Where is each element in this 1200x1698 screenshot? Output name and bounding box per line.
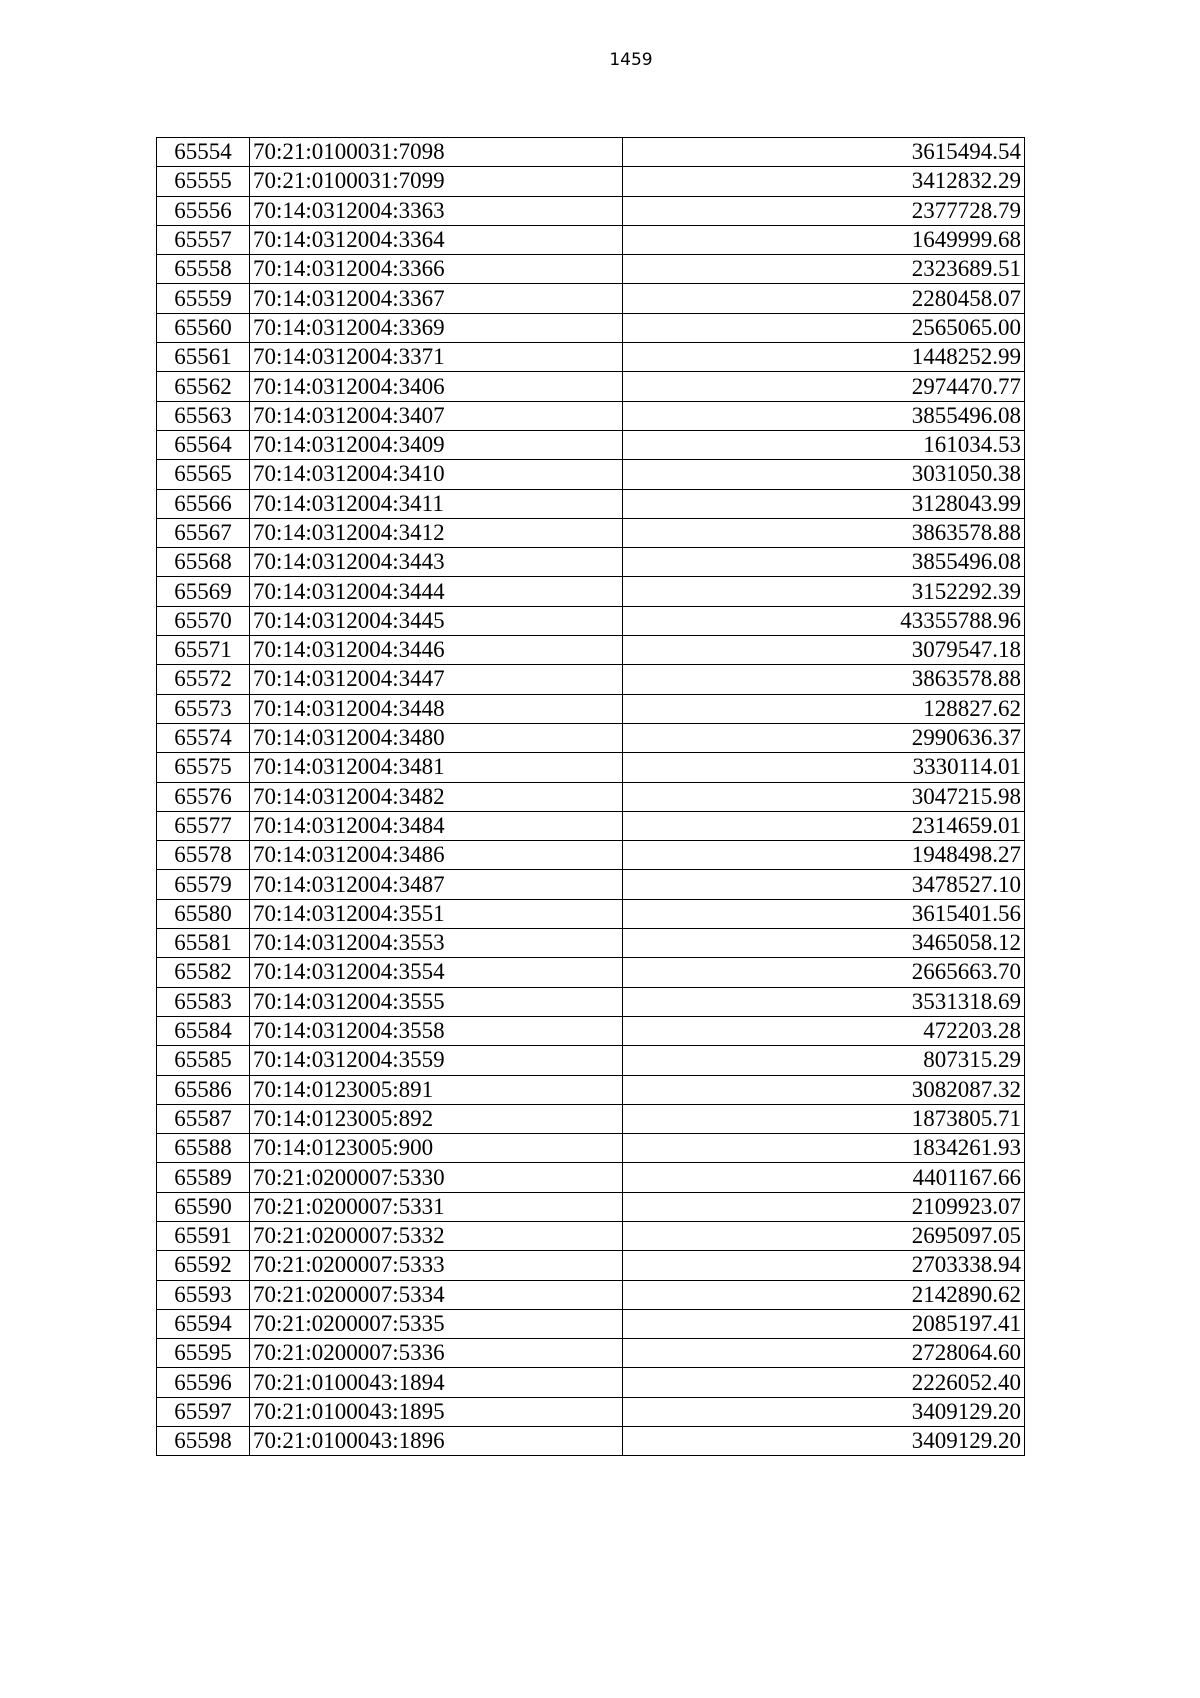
- cadastral-number-cell: 70:14:0312004:3481: [250, 753, 623, 782]
- cadastral-number-cell: 70:21:0100043:1896: [250, 1427, 623, 1456]
- value-cell: 2085197.41: [623, 1309, 1025, 1338]
- cadastral-number-cell: 70:14:0312004:3364: [250, 225, 623, 254]
- cadastral-number-cell: 70:14:0312004:3448: [250, 694, 623, 723]
- table-row: [157, 196, 1025, 225]
- row-number-cell: 65574: [157, 723, 250, 752]
- value-cell: 3079547.18: [623, 636, 1025, 665]
- table-row: [157, 958, 1025, 987]
- table-row: [157, 870, 1025, 899]
- table-row: [157, 1427, 1025, 1456]
- table-row: [157, 899, 1025, 928]
- cadastral-number-cell: 70:21:0100043:1895: [250, 1397, 623, 1426]
- value-cell: 2990636.37: [623, 723, 1025, 752]
- cadastral-number-cell: 70:21:0100031:7098: [250, 138, 623, 167]
- value-cell: 3330114.01: [623, 753, 1025, 782]
- table-row: [157, 489, 1025, 518]
- row-number-cell: 65577: [157, 811, 250, 840]
- table-row: [157, 577, 1025, 606]
- table-row: [157, 1280, 1025, 1309]
- cadastral-number-cell: 70:14:0312004:3445: [250, 606, 623, 635]
- row-number-cell: 65566: [157, 489, 250, 518]
- value-cell: 1448252.99: [623, 343, 1025, 372]
- row-number-cell: 65583: [157, 987, 250, 1016]
- value-cell: 3615494.54: [623, 138, 1025, 167]
- table-row: [157, 841, 1025, 870]
- value-cell: 2314659.01: [623, 811, 1025, 840]
- table-row: [157, 138, 1025, 167]
- table-row: [157, 1339, 1025, 1368]
- table-row: [157, 782, 1025, 811]
- cadastral-number-cell: 70:14:0312004:3363: [250, 196, 623, 225]
- row-number-cell: 65556: [157, 196, 250, 225]
- row-number-cell: 65562: [157, 372, 250, 401]
- value-cell: 3412832.29: [623, 167, 1025, 196]
- table-row: [157, 372, 1025, 401]
- value-cell: 2565065.00: [623, 313, 1025, 342]
- value-cell: 3152292.39: [623, 577, 1025, 606]
- value-cell: 3409129.20: [623, 1427, 1025, 1456]
- value-cell: 43355788.96: [623, 606, 1025, 635]
- row-number-cell: 65587: [157, 1104, 250, 1133]
- table-row: [157, 1368, 1025, 1397]
- cadastral-number-cell: 70:14:0123005:891: [250, 1075, 623, 1104]
- value-cell: 3863578.88: [623, 518, 1025, 547]
- value-cell: 1834261.93: [623, 1134, 1025, 1163]
- cadastral-number-cell: 70:21:0200007:5333: [250, 1251, 623, 1280]
- row-number-cell: 65582: [157, 958, 250, 987]
- table-row: [157, 753, 1025, 782]
- row-number-cell: 65580: [157, 899, 250, 928]
- cadastral-number-cell: 70:21:0200007:5336: [250, 1339, 623, 1368]
- table-row: [157, 401, 1025, 430]
- value-cell: 3531318.69: [623, 987, 1025, 1016]
- cadastral-number-cell: 70:14:0312004:3447: [250, 665, 623, 694]
- cadastral-number-cell: 70:14:0312004:3482: [250, 782, 623, 811]
- table-row: [157, 225, 1025, 254]
- value-cell: 2226052.40: [623, 1368, 1025, 1397]
- table-row: [157, 811, 1025, 840]
- row-number-cell: 65598: [157, 1427, 250, 1456]
- value-cell: 2280458.07: [623, 284, 1025, 313]
- value-cell: 161034.53: [623, 430, 1025, 459]
- table-row: [157, 929, 1025, 958]
- value-cell: 3855496.08: [623, 548, 1025, 577]
- cadastral-number-cell: 70:14:0312004:3369: [250, 313, 623, 342]
- cadastral-number-cell: 70:14:0312004:3367: [250, 284, 623, 313]
- cadastral-number-cell: 70:21:0200007:5334: [250, 1280, 623, 1309]
- value-cell: 807315.29: [623, 1046, 1025, 1075]
- table-row: [157, 343, 1025, 372]
- table-row: [157, 987, 1025, 1016]
- row-number-cell: 65560: [157, 313, 250, 342]
- cadastral-number-cell: 70:14:0312004:3443: [250, 548, 623, 577]
- value-cell: 2377728.79: [623, 196, 1025, 225]
- cadastral-number-cell: 70:14:0123005:892: [250, 1104, 623, 1133]
- cadastral-number-cell: 70:14:0312004:3480: [250, 723, 623, 752]
- table-row: [157, 636, 1025, 665]
- value-cell: 1948498.27: [623, 841, 1025, 870]
- cadastral-number-cell: 70:14:0123005:900: [250, 1134, 623, 1163]
- cadastral-number-cell: 70:21:0100043:1894: [250, 1368, 623, 1397]
- table-row: [157, 1309, 1025, 1338]
- table-row: [157, 460, 1025, 489]
- row-number-cell: 65575: [157, 753, 250, 782]
- cadastral-number-cell: 70:14:0312004:3411: [250, 489, 623, 518]
- cadastral-number-cell: 70:14:0312004:3371: [250, 343, 623, 372]
- value-cell: 3082087.32: [623, 1075, 1025, 1104]
- value-cell: 2974470.77: [623, 372, 1025, 401]
- cadastral-number-cell: 70:14:0312004:3554: [250, 958, 623, 987]
- table-row: [157, 1016, 1025, 1045]
- table-row: [157, 1134, 1025, 1163]
- value-cell: 3465058.12: [623, 929, 1025, 958]
- table-row: [157, 430, 1025, 459]
- cadastral-number-cell: 70:21:0200007:5332: [250, 1221, 623, 1250]
- value-cell: 3863578.88: [623, 665, 1025, 694]
- table-row: [157, 606, 1025, 635]
- row-number-cell: 65568: [157, 548, 250, 577]
- table-row: [157, 1163, 1025, 1192]
- row-number-cell: 65596: [157, 1368, 250, 1397]
- value-cell: 3047215.98: [623, 782, 1025, 811]
- table-row: [157, 313, 1025, 342]
- row-number-cell: 65567: [157, 518, 250, 547]
- row-number-cell: 65585: [157, 1046, 250, 1075]
- value-cell: 2142890.62: [623, 1280, 1025, 1309]
- value-cell: 4401167.66: [623, 1163, 1025, 1192]
- row-number-cell: 65590: [157, 1192, 250, 1221]
- value-cell: 2695097.05: [623, 1221, 1025, 1250]
- table-row: [157, 1221, 1025, 1250]
- row-number-cell: 65561: [157, 343, 250, 372]
- row-number-cell: 65555: [157, 167, 250, 196]
- row-number-cell: 65578: [157, 841, 250, 870]
- row-number-cell: 65563: [157, 401, 250, 430]
- cadastral-number-cell: 70:14:0312004:3444: [250, 577, 623, 606]
- cadastral-number-cell: 70:14:0312004:3553: [250, 929, 623, 958]
- table-row: [157, 665, 1025, 694]
- table-row: [157, 255, 1025, 284]
- table-row: [157, 548, 1025, 577]
- value-cell: 3409129.20: [623, 1397, 1025, 1426]
- value-cell: 3478527.10: [623, 870, 1025, 899]
- row-number-cell: 65592: [157, 1251, 250, 1280]
- registry-table-body: [157, 138, 1025, 1456]
- row-number-cell: 65554: [157, 138, 250, 167]
- cadastral-number-cell: 70:14:0312004:3407: [250, 401, 623, 430]
- row-number-cell: 65559: [157, 284, 250, 313]
- cadastral-number-cell: 70:14:0312004:3559: [250, 1046, 623, 1075]
- cadastral-number-cell: 70:14:0312004:3484: [250, 811, 623, 840]
- row-number-cell: 65584: [157, 1016, 250, 1045]
- row-number-cell: 65564: [157, 430, 250, 459]
- row-number-cell: 65573: [157, 694, 250, 723]
- cadastral-number-cell: 70:14:0312004:3412: [250, 518, 623, 547]
- cadastral-number-cell: 70:14:0312004:3558: [250, 1016, 623, 1045]
- table-row: [157, 1397, 1025, 1426]
- value-cell: 2728064.60: [623, 1339, 1025, 1368]
- row-number-cell: 65558: [157, 255, 250, 284]
- table-row: [157, 284, 1025, 313]
- cadastral-number-cell: 70:14:0312004:3486: [250, 841, 623, 870]
- cadastral-number-cell: 70:14:0312004:3551: [250, 899, 623, 928]
- table-row: [157, 167, 1025, 196]
- cadastral-number-cell: 70:21:0200007:5331: [250, 1192, 623, 1221]
- table-row: [157, 694, 1025, 723]
- value-cell: 3031050.38: [623, 460, 1025, 489]
- value-cell: 3128043.99: [623, 489, 1025, 518]
- table-row: [157, 1104, 1025, 1133]
- row-number-cell: 65572: [157, 665, 250, 694]
- row-number-cell: 65557: [157, 225, 250, 254]
- cadastral-number-cell: 70:21:0200007:5330: [250, 1163, 623, 1192]
- row-number-cell: 65597: [157, 1397, 250, 1426]
- value-cell: 1649999.68: [623, 225, 1025, 254]
- value-cell: 2703338.94: [623, 1251, 1025, 1280]
- cadastral-number-cell: 70:14:0312004:3409: [250, 430, 623, 459]
- row-number-cell: 65586: [157, 1075, 250, 1104]
- value-cell: 1873805.71: [623, 1104, 1025, 1133]
- row-number-cell: 65565: [157, 460, 250, 489]
- row-number-cell: 65571: [157, 636, 250, 665]
- row-number-cell: 65576: [157, 782, 250, 811]
- table-row: [157, 1075, 1025, 1104]
- row-number-cell: 65594: [157, 1309, 250, 1338]
- cadastral-number-cell: 70:14:0312004:3406: [250, 372, 623, 401]
- row-number-cell: 65581: [157, 929, 250, 958]
- value-cell: 2665663.70: [623, 958, 1025, 987]
- page-number: 1459: [609, 50, 653, 70]
- cadastral-number-cell: 70:14:0312004:3555: [250, 987, 623, 1016]
- value-cell: 3855496.08: [623, 401, 1025, 430]
- row-number-cell: 65595: [157, 1339, 250, 1368]
- cadastral-number-cell: 70:14:0312004:3446: [250, 636, 623, 665]
- table-row: [157, 1251, 1025, 1280]
- value-cell: 472203.28: [623, 1016, 1025, 1045]
- value-cell: 2323689.51: [623, 255, 1025, 284]
- table-row: [157, 1046, 1025, 1075]
- cadastral-number-cell: 70:14:0312004:3410: [250, 460, 623, 489]
- row-number-cell: 65569: [157, 577, 250, 606]
- row-number-cell: 65588: [157, 1134, 250, 1163]
- cadastral-number-cell: 70:14:0312004:3366: [250, 255, 623, 284]
- table-row: [157, 723, 1025, 752]
- cadastral-number-cell: 70:21:0100031:7099: [250, 167, 623, 196]
- row-number-cell: 65570: [157, 606, 250, 635]
- value-cell: 2109923.07: [623, 1192, 1025, 1221]
- registry-table: [156, 137, 1025, 1456]
- cadastral-number-cell: 70:21:0200007:5335: [250, 1309, 623, 1338]
- row-number-cell: 65589: [157, 1163, 250, 1192]
- value-cell: 3615401.56: [623, 899, 1025, 928]
- row-number-cell: 65593: [157, 1280, 250, 1309]
- table-row: [157, 518, 1025, 547]
- value-cell: 128827.62: [623, 694, 1025, 723]
- table-row: [157, 1192, 1025, 1221]
- row-number-cell: 65579: [157, 870, 250, 899]
- cadastral-number-cell: 70:14:0312004:3487: [250, 870, 623, 899]
- row-number-cell: 65591: [157, 1221, 250, 1250]
